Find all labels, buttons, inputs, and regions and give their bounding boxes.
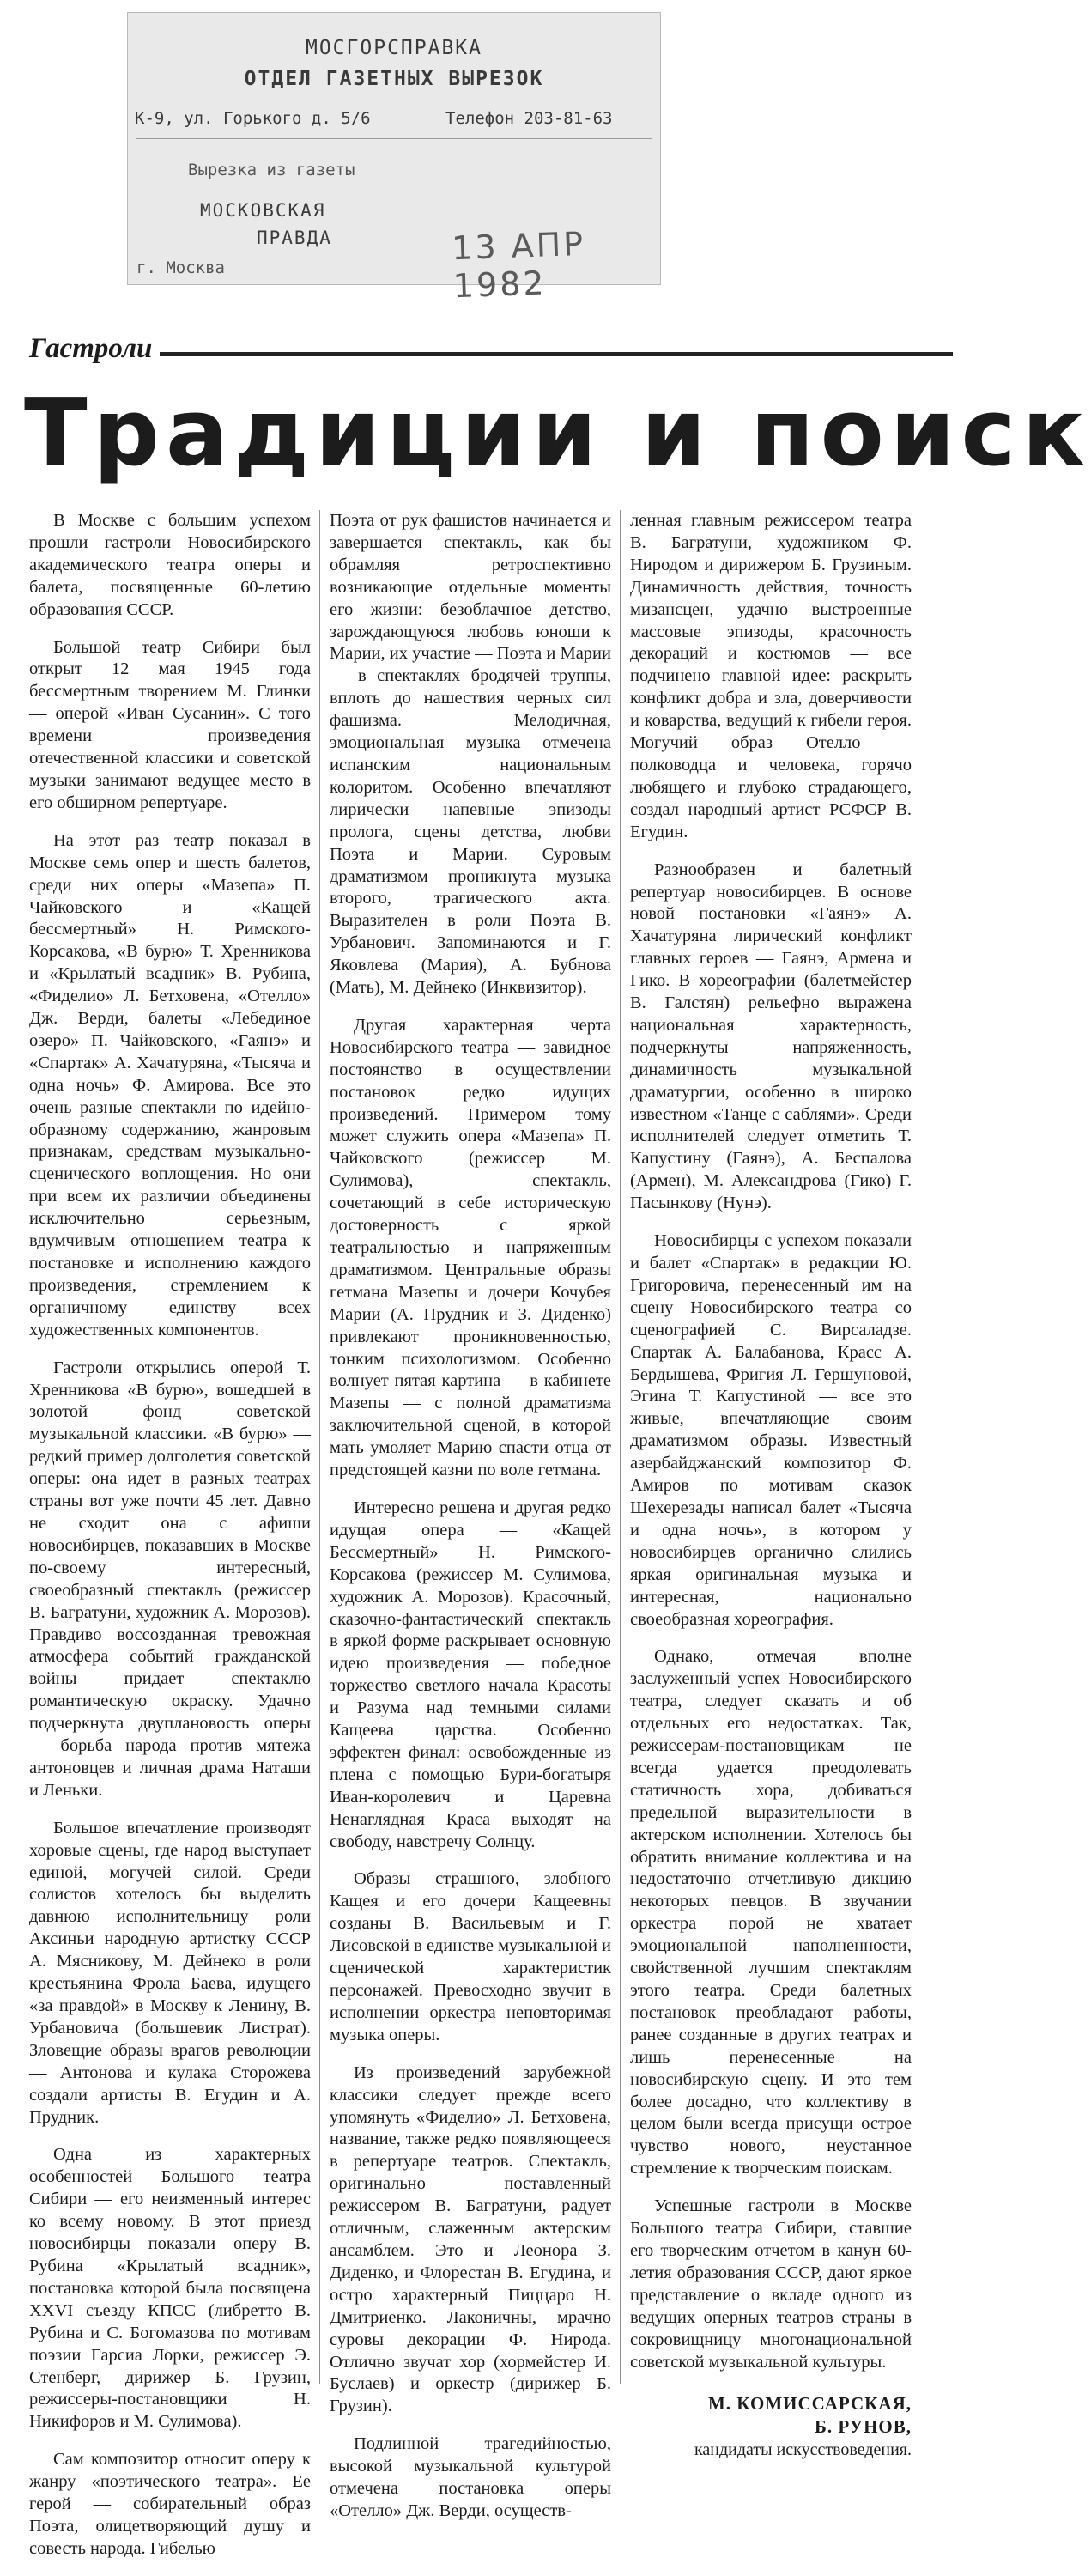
paragraph: На этот раз театр показал в Москве семь опер и шесть балетов, среди них оперы «Мазепа» П. Чайковского и «Кащей бессмертный» Н. Римского-Корсакова, «В бурю» Т. Хренникова и «Крылатый всадник» В. Рубина, «Фиделио» Л. Бетховена, «Отелло» Дж. Верди, балеты «Лебединое озеро» П. Чайковского, «Гаянэ» и «Спартак» А. Хачатуряна, «Тысяча и одна ночь» Ф. Амирова. Все это очень разные спектакли по идейно-образному содержанию, жанровым признакам, средствам музыкально-сценического воплощения. Но они при всем их различии объединены исключительно серьезным, вдумчивым отношением театра к постановке и исполнению каждого произведения, стремлением к органичному единству всех художественных компонентов. — [29, 830, 311, 1340]
paragraph: ленная главным режиссером театра В. Багратуни, художником Ф. Ниродом и дирижером Б. Грузиным. Динамичность действия, точность мизансцен, удачно выстроенные массовые эпизоды, красочность декораций и костюмов — все подчинено главной идее: раскрыть конфликт добра и зла, доверчивости и коварства, ведущий к гибели героя. Могучий образ Отелло — полководца и человека, горячо любящего и глубоко страдающего, создал народный артист РСФСР В. Егудин. — [630, 511, 912, 841]
article-column-2 — [330, 510, 611, 2538]
author-signature: Б. РУНОВ, — [814, 2416, 912, 2438]
paragraph: Сам композитор относит оперу к жанру «поэтического театра». Ее герой — собирательный образ Поэта, олицетворяющий душу и совесть народа. Гибелью — [29, 2450, 311, 2558]
paragraph: Из произведений зарубежной классики следует прежде всего упомянуть «Фиделио» Л. Бетховена, название, также редко появляющееся в репертуаре театров. Спектакль, оригинально поставленный режиссером В. Багратуни, радует отличным, слаженным актерским ансамблем. Это и Леонора З. Диденко, и Флорестан В. Егудина, и остро характерный Пиццаро Н. Дмитриенко. Лаконичны, мрачно суровы декорации Ф. Нирода. Отлично звучат хор (хормейстер И. Буслаев) и оркестр (дирижер Б. Грузин). — [330, 2063, 611, 2416]
paragraph: Однако, отмечая вполне заслуженный успех Новосибирского театра, следует сказать и об отдельных его недостатках. Так, режиссерам-постановщикам не всегда удается преодолевать статичность хора, добиваться предельной выразительности в актерском исполнении. Хотелось бы обратить внимание коллектива и на недостаточно отчетливую дикцию некоторых певцов. В звучании оркестра порой не хватает эмоциональной наполненности, свойственной лучшим спектаклям этого театра. Среди балетных постановок преобладают работы, ранее созданные в других театрах и лишь перенесенные на новосибирскую сцену. И это тем более досадно, что коллективу в целом были всегда присущи острое чувство нового, неустанное стремление к творческим поискам. — [630, 1647, 912, 2178]
stamp-date: 13 АПР 1982 — [451, 224, 586, 306]
column-divider — [319, 510, 320, 2384]
author-signature: М. КОМИССАРСКАЯ, — [707, 2393, 912, 2415]
stamp-phone: Телефон 203-81-63 — [445, 109, 613, 128]
author-credentials: кандидаты искусствоведения. — [694, 2440, 912, 2460]
column-divider — [620, 510, 621, 2384]
article-rubric: Гастроли — [29, 333, 153, 364]
rubric-rule — [160, 352, 953, 356]
article-column-3 — [630, 510, 912, 2461]
newspaper-clipping — [12, 316, 1091, 2558]
stamp-organization: МОСГОРСПРАВКА — [305, 37, 482, 59]
paragraph: Поэта от рук фашистов начинается и завершается спектакль, как бы обрамляя ретроспективно возникающие отдельные моменты его жизни: безоблачное детство, зарождающуюся любовь юноши к Марии, их участие — Поэта и Марии — в спектаклях бродячей труппы, вплоть до нашествия черных сил фашизма. Мелодичная, эмоциональная музыка отмечена испанским национальным колоритом. Особенно впечатляют лирически напевные эпизоды пролога, сцены детства, любви Поэта и Марии. Суровым драматизмом проникнута музыка второго, трагического акта. Выразителен в роли Поэта В. Урбанович. Запоминаются и Г. Яковлева (Мария), А. Бубнова (Мать), М. Дейнеко (Инквизитор). — [330, 511, 611, 998]
paragraph: Подлинной трагедийностью, высокой музыкальной культурой отмечена постановка оперы «Отелло» Дж. Верди, осуществ- — [330, 2434, 611, 2520]
article-column-1 — [29, 510, 311, 2576]
stamp-city: г. Москва — [136, 258, 225, 277]
stamp-newspaper-name-line1: МОСКОВСКАЯ — [200, 200, 326, 221]
paragraph: В Москве с большим успехом прошли гастроли Новосибирского академического театра оперы и балета, посвященные 60-летию образования СССР. — [29, 511, 311, 619]
article-headline: Традиции и поиск — [24, 380, 1091, 487]
paragraph: Большое впечатление производят хоровые сцены, где народ выступает единой, могучей силой. Среди солистов хотелось бы выделить давнюю исполнительницу роли Аксиньи народную артистку СССР А. Мясникову, М. Дейнеко в роли крестьянина Фрола Баева, идущего «за правдой» в Москву к Ленину, В. Урбановича (большевик Листрат). Зловещие образы врагов революции — Антонова и кулака Сторожева создали артисты В. Егудин и А. Прудник. — [29, 1818, 311, 2127]
paragraph: Новосибирцы с успехом показали и балет «Спартак» в редакции Ю. Григоровича, перенесенный им на сцену Новосибирского театра со сценографией С. Вирсаладзе. Спартак А. Балабанова, Красс А. Бердышева, Фригия Л. Гершуновой, Эгина Т. Капустиной — все это живые, впечатляющие своим драматизмом образы. Известный азербайджанский композитор Ф. Амиров по мотивам сказок Шехерезады написал балет «Тысяча и одна ночь», в котором у новосибирцев органично слились яркая оригинальная музыка и интересная, национально своеобразная хореография. — [630, 1231, 912, 1629]
paragraph: Образы страшного, злобного Кащея и его дочери Кащеевны созданы В. Васильевым и Г. Лисовской в единстве музыкальной и сценической характеристик персонажей. Превосходно звучит в исполнении оркестра неповторимая музыка оперы. — [330, 1869, 611, 2044]
stamp-department: ОТДЕЛ ГАЗЕТНЫХ ВЫРЕЗОК — [244, 68, 544, 90]
paragraph: Интересно решена и другая редко идущая опера — «Кащей Бессмертный» Н. Римского-Корсакова (режиссер М. Сулимова, художник А. Морозов). Красочный, сказочно-фантастический спектакль в яркой форме раскрывает основную идею произведения — победное торжество светлого начала Красоты и Разума над темными силами Кащеева царства. Особенно эффектен финал: освобожденные из плена с помощью Бури-богатыря Иван-королевич и Царевна Ненаглядная Краса выходят на свободу, навстречу Солнцу. — [330, 1498, 611, 1851]
stamp-cut-from-label: Вырезка из газеты — [188, 161, 355, 179]
stamp-address: К-9, ул. Горького д. 5/6 — [135, 109, 371, 128]
paragraph: Разнообразен и балетный репертуар новосибирцев. В основе новой постановки «Гаянэ» А. Хачатуряна лирический конфликт главных героев — Гаянэ, Армена и Гико. В хореографии (балетмейстер В. Галстян) рельефно выражена национальная характерность, подчеркнуты напряженность, динамичность музыкальной драматургии, особенно в широко известном «Танце с саблями». Среди исполнителей следует отметить Т. Капустину (Гаянэ), А. Беспалова (Армен), М. Александрова (Гико) Г. Пасынкову (Нунэ). — [630, 860, 912, 1213]
stamp-divider — [136, 138, 652, 139]
article-signatures — [630, 2392, 912, 2461]
paragraph: Одна из характерных особенностей Большого театра Сибири — его неизменный интерес ко всему новому. В этот приезд новосибирцы показали оперу В. Рубина «Крылатый всадник», постановка которой была посвящена XXVI съезду КПСС (либретто В. Рубина и С. Богомазова по мотивам поэзии Гарсиа Лорки, режиссер Э. Стенберг, дирижер Б. Грузин, режиссеры-постановщики Н. Никифоров и М. Сулимова). — [29, 2145, 311, 2432]
clipping-bureau-stamp — [127, 12, 661, 306]
paragraph: Гастроли открылись оперой Т. Хренникова «В бурю», вошедшей в золотой фонд советской музыкальной классики. «В бурю» — редкий пример долголетия советской оперы: она идет в разных театрах страны вот уже почти 45 лет. Давно не сходит она с афиши новосибирцев, показавших в Москве по-своему интересный, своеобразный спектакль (режиссер В. Багратуни, художник А. Морозов). Правдиво воссозданная тревожная атмосфера событий гражданской войны придает спектаклю романтическую окраску. Удачно подчеркнута двуплановость оперы — борьба народа против мятежа антоновцев и личная драма Наташи и Леньки. — [29, 1358, 311, 1800]
paragraph: Успешные гастроли в Москве Большого театра Сибири, ставшие его творческим отчетом в канун 60-летия образования СССР, дают яркое представление о вкладе одного из ведущих оперных театров страны в сокровищницу многонациональной советской музыкальной культуры. — [630, 2196, 912, 2372]
paragraph: Большой театр Сибири был открыт 12 мая 1945 года бессмертным творением М. Глинки — оперой «Иван Сусанин». С того времени произведения отечественной классики и советской музыки занимают ведущее место в его обширном репертуаре. — [29, 637, 311, 812]
paragraph: Другая характерная черта Новосибирского театра — завидное постоянство в осуществлении постановок редко идущих произведений. Примером тому может служить опера «Мазепа» П. Чайковского (режиссер М. Сулимова), — спектакль, сочетающий в себе историческую достоверность с яркой театральностью и напряженным драматизмом. Центральные образы гетмана Мазепы и дочери Кочубея Марии (А. Прудник и З. Диденко) привлекают проникновенностью, тонким психологизмом. Особенно волнует пятая картина — в кабинете Мазепы — с полной драматизма заключительной сценой, в которой мать умоляет Марию спасти отца от предстоящей казни по воле гетмана. — [330, 1015, 611, 1480]
stamp-newspaper-name-line2: ПРАВДА — [257, 228, 332, 248]
